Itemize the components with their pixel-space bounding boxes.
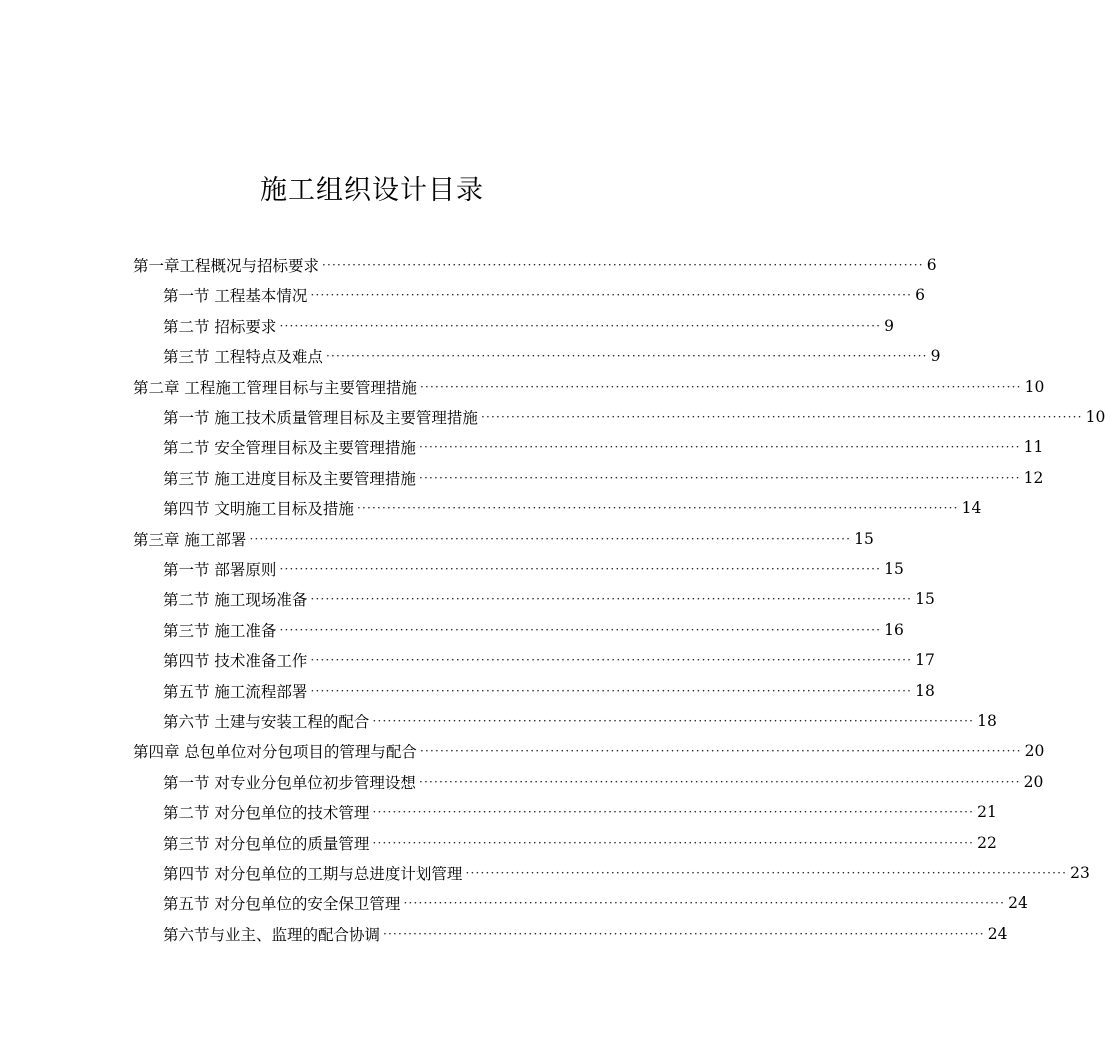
toc-section-entry[interactable] bbox=[163, 919, 1008, 949]
toc-page-number: 18 bbox=[977, 712, 997, 730]
toc-dot-leader: ························································································································ bbox=[310, 683, 913, 698]
toc-entry-label: 第一节 工程基本情况 bbox=[163, 287, 308, 306]
toc-entry-label: 第一节 部署原则 bbox=[163, 561, 277, 579]
toc-page-number: 22 bbox=[977, 833, 997, 852]
toc-dot-leader: ························································································································ bbox=[322, 258, 924, 272]
toc-entry-label: 第六节与业主、监理的配合协调 bbox=[163, 925, 381, 944]
toc-entry-label: 第二章 工程施工管理目标与主要管理措施 bbox=[133, 378, 417, 397]
toc-page-number: 10 bbox=[1024, 377, 1045, 396]
toc-section-entry[interactable] bbox=[163, 797, 997, 827]
toc-chapter-entry[interactable] bbox=[133, 372, 1045, 402]
toc-entry-label: 第三节 施工准备 bbox=[163, 621, 277, 640]
toc-page-number: 15 bbox=[915, 590, 935, 609]
toc-page-number: 15 bbox=[854, 529, 874, 548]
toc-entry-label: 第四节 对分包单位的工期与总进度计划管理 bbox=[163, 865, 463, 883]
toc-dot-leader: ························································································································ bbox=[310, 653, 913, 668]
toc-page-number: 6 bbox=[926, 256, 937, 274]
toc-page-number: 12 bbox=[1023, 468, 1044, 487]
toc-entry-label: 第三节 施工进度目标及主要管理措施 bbox=[163, 469, 416, 488]
toc-page-number: 17 bbox=[915, 651, 935, 670]
toc-dot-leader: ························································································································ bbox=[383, 926, 985, 941]
toc-section-entry[interactable] bbox=[163, 463, 1044, 493]
toc-entry-label: 第二节 安全管理目标及主要管理措施 bbox=[163, 439, 416, 458]
toc-section-entry[interactable] bbox=[163, 402, 1105, 432]
toc-section-entry[interactable] bbox=[163, 432, 1044, 462]
toc-dot-leader: ························································································································ bbox=[279, 318, 882, 333]
toc-dot-leader: ························································································································ bbox=[372, 835, 975, 850]
toc-section-entry[interactable] bbox=[163, 311, 895, 341]
toc-page-number: 16 bbox=[884, 620, 904, 639]
toc-entry-label: 第六节 土建与安装工程的配合 bbox=[163, 713, 370, 731]
toc-dot-leader: ························································································································ bbox=[403, 896, 1006, 911]
toc-dot-leader: ························································································································ bbox=[310, 592, 913, 607]
toc-page-number: 24 bbox=[987, 924, 1008, 943]
toc-section-entry[interactable] bbox=[163, 645, 935, 675]
toc-dot-leader: ························································································································ bbox=[325, 349, 928, 364]
toc-page-number: 20 bbox=[1024, 742, 1045, 761]
toc-entry-label: 第五节 对分包单位的安全保卫管理 bbox=[163, 895, 401, 914]
toc-page-number: 24 bbox=[1008, 894, 1028, 913]
toc-page-number: 6 bbox=[915, 286, 926, 305]
toc-entry-label: 第三节 对分包单位的质量管理 bbox=[163, 834, 370, 853]
toc-section-entry[interactable] bbox=[163, 341, 941, 371]
toc-entry-label: 第一章工程概况与招标要求 bbox=[133, 257, 320, 275]
toc-page-number: 9 bbox=[930, 347, 941, 366]
toc-dot-leader: ························································································································ bbox=[419, 744, 1022, 759]
page-title: 施工组织设计目录 bbox=[260, 175, 484, 206]
toc-entry-label: 第三章 施工部署 bbox=[133, 530, 247, 549]
toc-dot-leader: ························································································································ bbox=[249, 531, 852, 546]
toc-entry-label: 第一节 对专业分包单位初步管理设想 bbox=[163, 773, 416, 792]
toc-section-entry[interactable] bbox=[163, 858, 1090, 888]
toc-dot-leader: ························································································································ bbox=[356, 501, 959, 516]
toc-entry-label: 第一节 施工技术质量管理目标及主要管理措施 bbox=[163, 409, 478, 427]
toc-chapter-entry[interactable] bbox=[133, 736, 1045, 766]
toc-chapter-entry[interactable] bbox=[133, 524, 874, 554]
toc-section-entry[interactable] bbox=[163, 828, 997, 858]
toc-entry-label: 第二节 施工现场准备 bbox=[163, 591, 308, 610]
toc-dot-leader: ························································································································ bbox=[418, 774, 1021, 789]
toc-entry-label: 第二节 招标要求 bbox=[163, 317, 277, 336]
toc-page-number: 23 bbox=[1070, 864, 1090, 882]
toc-dot-leader: ························································································································ bbox=[419, 379, 1022, 394]
toc-dot-leader: ························································································································ bbox=[310, 288, 913, 303]
toc-page-number: 18 bbox=[915, 681, 935, 700]
toc-dot-leader: ························································································································ bbox=[279, 622, 882, 637]
toc-section-entry[interactable] bbox=[163, 706, 997, 736]
toc-page-number: 11 bbox=[1023, 438, 1044, 457]
toc-entry-label: 第四节 技术准备工作 bbox=[163, 652, 308, 671]
toc-page-number: 10 bbox=[1085, 408, 1105, 426]
toc-entry-label: 第三节 工程特点及难点 bbox=[163, 348, 323, 367]
toc-entry-label: 第四章 总包单位对分包项目的管理与配合 bbox=[133, 743, 417, 762]
toc-dot-leader: ························································································································ bbox=[418, 470, 1021, 485]
toc-page-number: 21 bbox=[977, 803, 997, 822]
toc-page-number: 20 bbox=[1023, 772, 1044, 791]
toc-dot-leader: ························································································································ bbox=[465, 866, 1068, 880]
toc-section-entry[interactable] bbox=[163, 280, 926, 310]
toc-entry-label: 第五节 施工流程部署 bbox=[163, 682, 308, 701]
toc-dot-leader: ························································································································ bbox=[279, 562, 882, 576]
toc-section-entry[interactable] bbox=[163, 584, 935, 614]
toc-page-number: 9 bbox=[884, 316, 895, 335]
toc-dot-leader: ························································································································ bbox=[372, 805, 975, 820]
toc-section-entry[interactable] bbox=[163, 676, 935, 706]
toc-section-entry[interactable] bbox=[163, 493, 982, 523]
toc-chapter-entry[interactable] bbox=[133, 250, 937, 280]
toc-section-entry[interactable] bbox=[163, 615, 904, 645]
toc-section-entry[interactable] bbox=[163, 767, 1044, 797]
toc-section-entry[interactable] bbox=[163, 554, 904, 584]
toc-page-number: 15 bbox=[884, 560, 904, 578]
toc-entry-label: 第二节 对分包单位的技术管理 bbox=[163, 804, 370, 823]
toc-section-entry[interactable] bbox=[163, 888, 1028, 918]
toc-page-number: 14 bbox=[961, 499, 982, 518]
toc-dot-leader: ························································································································ bbox=[372, 714, 975, 728]
toc-dot-leader: ························································································································ bbox=[418, 440, 1021, 455]
toc-entry-label: 第四节 文明施工目标及措施 bbox=[163, 500, 354, 519]
toc-dot-leader: ························································································································ bbox=[480, 410, 1083, 424]
